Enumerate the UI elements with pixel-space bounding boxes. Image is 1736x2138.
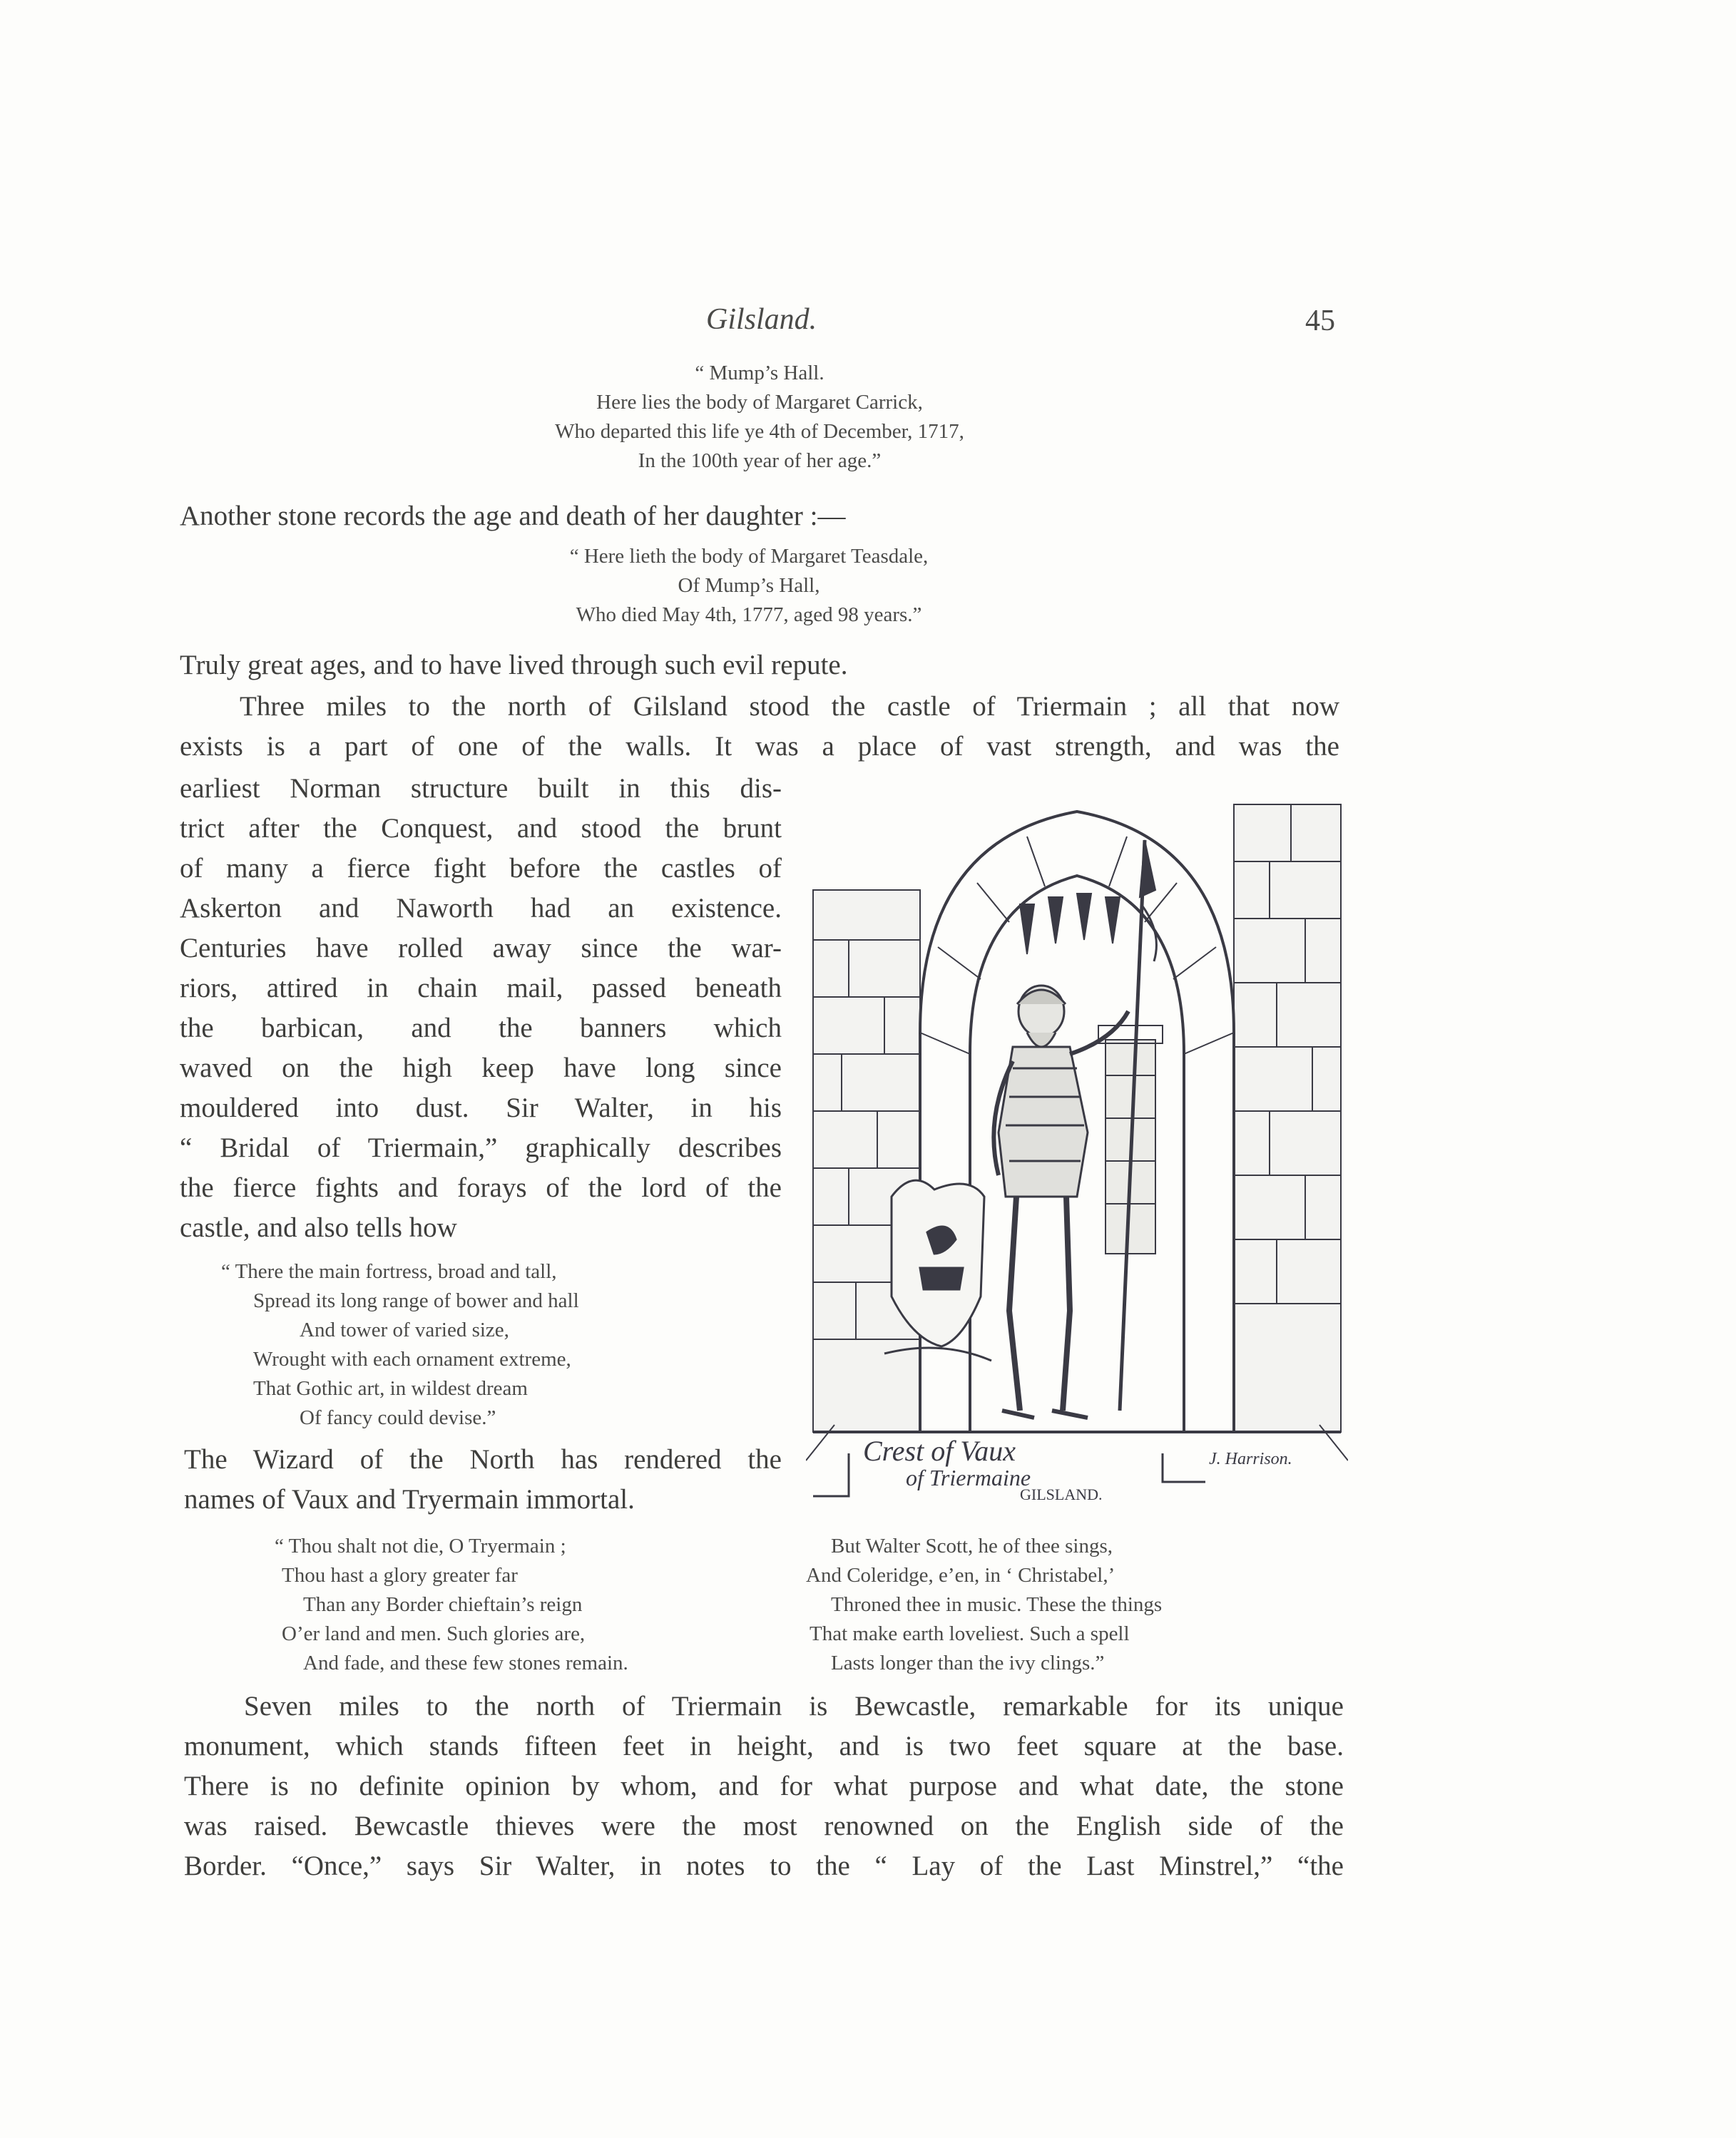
verse-line: But Walter Scott, he of thee sings, [831,1535,1113,1558]
epitaph-line: Of Mump’s Hall, [678,574,820,597]
text-line: mouldered into dust. Sir Walter, in his [180,1093,782,1123]
text-line: Askerton and Naworth had an existence. [180,893,782,924]
text-line: Centuries have rolled away since the war- [180,933,782,963]
text-line: was raised. Bewcastle thieves were the most renowned on the English side of the [184,1811,1344,1841]
quote-bridal-of-triermain [221,1257,579,1433]
text-line: “ Bridal of Triermain,” graphically describes [180,1132,782,1163]
text-line: The Wizard of the North has rendered the [184,1444,782,1475]
epitaph-teasdale [499,542,999,630]
verse-line: Spread its long range of bower and hall [253,1289,579,1312]
verse-line: Than any Border chieftain’s reign [303,1593,583,1616]
text-line: Three miles to the north of Gilsland stood the castle of Triermain ; all that now [240,691,1339,722]
text-line: Border. “Once,” says Sir Walter, in notes to the “ Lay of the Last Minstrel,” “the [184,1851,1344,1881]
verse-line: Lasts longer than the ivy clings.” [831,1652,1105,1674]
epitaph-line: “ Mump’s Hall. [695,362,824,384]
illustration-caption-line: GILSLAND. [1020,1485,1103,1503]
epitaph-line: Who died May 4th, 1777, aged 98 years.” [576,603,922,626]
verse-line: O’er land and men. Such glories are, [282,1622,586,1645]
paragraph-bewcastle [184,1687,1344,1886]
verse-line: Thou hast a glory greater far [282,1564,518,1587]
quote-tryermain-right [806,1532,1162,1678]
epitaph-line: Here lies the body of Margaret Carrick, [596,391,923,414]
verse-line: That Gothic art, in wildest dream [253,1377,528,1400]
verse-line: And Coleridge, e’en, in ‘ Christabel,’ [806,1564,1115,1587]
knight-archway-drawing [806,797,1348,1503]
text-line: names of Vaux and Tryermain immortal. [184,1484,635,1515]
text-line: trict after the Conquest, and stood the brunt [180,813,782,844]
text-line: of many a fierce fight before the castles of [180,853,782,884]
text-line: There is no definite opinion by whom, and for what purpose and what date, the stone [184,1771,1344,1801]
text-line: waved on the high keep have long since [180,1053,782,1083]
text-line: riors, attired in chain mail, passed beneath [180,973,782,1003]
verse-line: Of fancy could devise.” [300,1406,496,1429]
text-line: monument, which stands fifteen feet in height, and is two feet square at the base. [184,1731,1344,1761]
paragraph-truly: Truly great ages, and to have lived through such evil repute. [180,650,848,680]
text-line: Seven miles to the north of Triermain is Bewcastle, remarkable for its unique [244,1691,1344,1722]
verse-line: That make earth loveliest. Such a spell [810,1622,1130,1645]
paragraph-triermain [180,687,1339,767]
page-number: 45 [1305,305,1335,337]
running-head-title: Gilsland. [706,303,817,336]
verse-line: And tower of varied size, [300,1319,509,1341]
text-line: earliest Norman structure built in this dis- [180,773,782,804]
illustration-knight-archway [806,797,1348,1503]
illustration-signature: J. Harrison. [1209,1450,1292,1468]
paragraph-triermain-left-column [180,769,782,1248]
epitaph-line: Who departed this life ye 4th of December, 1717, [555,420,964,443]
epitaph-line: In the 100th year of her age.” [638,449,882,472]
paragraph-another-stone: Another stone records the age and death of her daughter :— [180,501,846,531]
quote-tryermain-left [275,1532,628,1678]
paragraph-wizard [184,1440,782,1520]
verse-line: And fade, and these few stones remain. [303,1652,628,1674]
verse-line: Throned thee in music. These the things [831,1593,1163,1616]
epitaph-line: “ Here lieth the body of Margaret Teasdale, [569,545,929,568]
illustration-caption-line: Crest of Vaux [863,1435,1016,1467]
text-line: the fierce fights and forays of the lord of the [180,1172,782,1203]
epitaph-carrick [485,359,1034,476]
stone-wall-right [1234,804,1341,1432]
verse-line: “ Thou shalt not die, O Tryermain ; [275,1535,566,1558]
verse-line: Wrought with each ornament extreme, [253,1348,571,1371]
illustration-caption-line: of Triermaine [906,1465,1031,1490]
verse-line: “ There the main fortress, broad and tall, [221,1260,557,1283]
text-line: the barbican, and the banners which [180,1013,782,1043]
text-line: exists is a part of one of the walls. It was a place of vast strength, and was the [180,731,1339,762]
text-line: castle, and also tells how [180,1212,457,1243]
